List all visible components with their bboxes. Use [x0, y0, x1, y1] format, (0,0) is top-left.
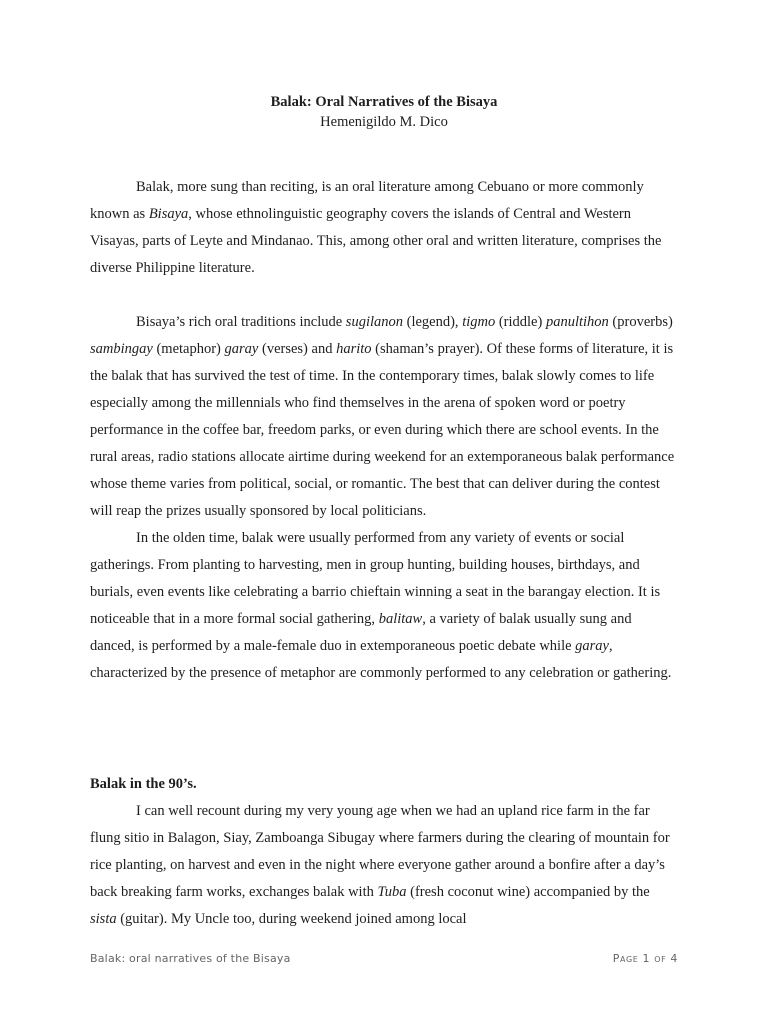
text-run: In the olden time, balak were usually performed from any variety of events or social gatherings. From planting to harvesting, men in group hunting, building houses, birthdays, and burials, even events like celebrating a barrio chieftain winning a seat in the barangay election. It is noticeable that in a more formal social gathering,: [90, 530, 661, 627]
page-number: Page 1 of 4: [612, 952, 678, 965]
document-title: Balak: Oral Narratives of the Bisaya: [270, 94, 498, 110]
title-block: [0, 92, 768, 132]
text-run: (shaman’s prayer). Of these forms of literature, it is the balak that has survived the test of time. In the contemporary times, balak slowly comes to life especially among the millennials who find themselves in the arena of spoken word or poetry performance in the coffee bar, freedom parks, or even during which there are school events. In the rural areas, radio stations allocate airtime during weekend for an extemporaneous balak performance whose theme varies from political, social, or romantic. The best that can deliver during the contest will reap the prizes usually sponsored by local politicians.: [90, 341, 675, 519]
italic-term: garay: [224, 341, 259, 357]
footer-title: Balak: oral narratives of the Bisaya: [90, 952, 291, 965]
italic-term: Tuba: [377, 884, 407, 900]
text-run: (riddle): [495, 314, 546, 330]
text-run: (fresh coconut wine) accompanied by the: [406, 884, 650, 900]
italic-term: garay: [575, 638, 609, 654]
document-author: Hemenigildo M. Dico: [320, 114, 448, 130]
italic-term: sugilanon: [345, 314, 403, 330]
text-run: (verses) and: [258, 341, 337, 357]
paragraph-olden-time: [90, 525, 678, 687]
text-run: (guitar). My Uncle too, during weekend joined among local: [116, 911, 467, 927]
page-footer: [90, 952, 678, 965]
italic-term: harito: [336, 341, 372, 357]
text-run: (legend),: [403, 314, 463, 330]
section-heading: Balak in the 90’s.: [90, 776, 197, 792]
italic-term: Bisaya: [148, 206, 189, 222]
italic-term: tigmo: [462, 314, 496, 330]
paragraph-intro: [90, 174, 678, 282]
italic-term: sambingay: [90, 341, 153, 357]
paragraph-90s-recollection: [90, 798, 678, 933]
text-run: (proverbs): [608, 314, 673, 330]
text-run: Bisaya’s rich oral traditions include: [136, 314, 346, 330]
text-run: Balak, more sung than reciting, is an oral literature among Cebuano or more commonly known as: [90, 179, 644, 222]
italic-term: panultihon: [545, 314, 609, 330]
italic-term: balitaw: [378, 611, 423, 627]
text-run: , a variety of balak usually sung and danced, is performed by a male-female duo in extemporaneous poetic debate while: [90, 611, 632, 654]
italic-term: sista: [90, 911, 117, 927]
paragraph-oral-traditions: [90, 309, 678, 525]
text-run: I can well recount during my very young age when we had an upland rice farm in the far flung sitio in Balagon, Siay, Zamboanga Sibugay where farmers during the clearing of mountain for rice planting, on harvest and even in the night where everyone gather around a bonfire after a day’s back breaking farm works, exchanges balak with: [90, 803, 670, 900]
text-run: (metaphor): [152, 341, 225, 357]
text-run: , characterized by the presence of metaphor are commonly performed to any celebration or gathering.: [90, 638, 672, 681]
text-run: , whose ethnolinguistic geography covers the islands of Central and Western Visayas, parts of Leyte and Mindanao. This, among other oral and written literature, comprises the diverse Philippine literature.: [90, 206, 662, 276]
oral-traditions-block: [90, 309, 678, 687]
